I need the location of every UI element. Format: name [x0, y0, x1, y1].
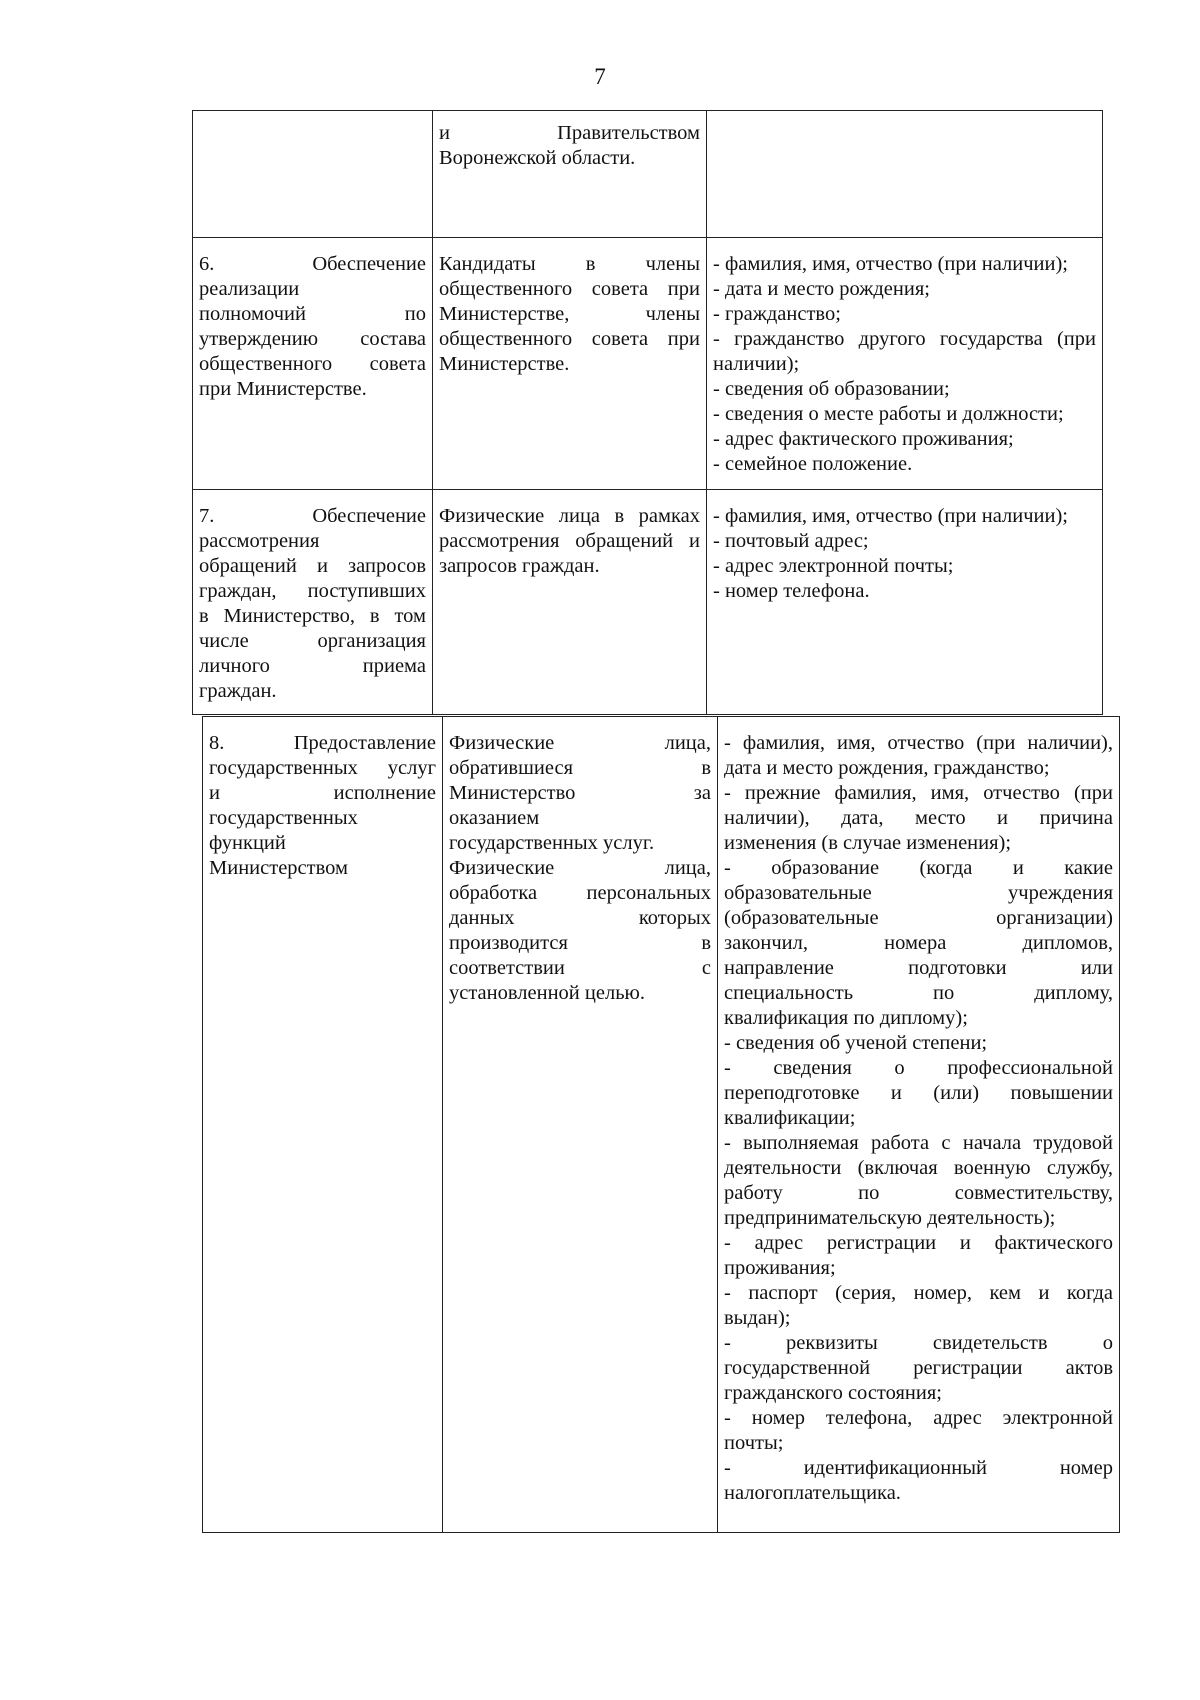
table-row-7 [193, 490, 1103, 715]
cell-line: обращений и запросов [199, 555, 426, 577]
cell-line: дата и место рождения, гражданство; [724, 757, 1050, 779]
cell-line: - выполняемая работа с начала трудовой [724, 1132, 1113, 1154]
cell-line: - адрес электронной почты; [713, 555, 954, 577]
table-row-6 [193, 238, 1103, 490]
cell-line: выдан); [724, 1307, 791, 1329]
cell-line: 7. Обеспечение [199, 505, 426, 527]
cell-purpose [193, 238, 433, 490]
cell-line: запросов граждан. [439, 555, 600, 577]
cell-line: Министерством [209, 857, 348, 879]
cell-line: - паспорт (серия, номер, кем и когда [724, 1282, 1113, 1304]
cell-line: Физические лица, [449, 732, 711, 754]
cell-line: государственных [209, 807, 358, 829]
cell-line: почты; [724, 1432, 784, 1454]
cell-line: 8. Предоставление [209, 732, 436, 754]
cell-line: - адрес фактического проживания; [713, 428, 1014, 450]
cell-line: - адрес регистрации и фактического [724, 1232, 1113, 1254]
cell-purpose [193, 490, 433, 715]
cell-line: реализации [199, 278, 300, 300]
cell-line: Министерстве. [439, 353, 570, 375]
cell-subjects [433, 238, 707, 490]
cell-line: квалификация по диплому); [724, 1007, 968, 1029]
cell-line: Воронежской области. [439, 147, 636, 169]
cell-line: общественного совета при [439, 328, 700, 350]
cell-line: направление подготовки или [724, 957, 1113, 979]
cell-line: специальность по диплому, [724, 982, 1113, 1004]
cell-line: производится в [449, 932, 711, 954]
cell-line: работу по совместительству, [724, 1182, 1113, 1204]
cell-line: соответствии с [449, 957, 711, 979]
cell-line: государственной регистрации актов [724, 1357, 1113, 1379]
page-number: 7 [594, 64, 606, 89]
cell-line: (образовательные организации) [724, 907, 1113, 929]
cell-line: утверждению состава [199, 328, 426, 350]
cell-line: граждан. [199, 680, 277, 702]
cell-line: проживания; [724, 1257, 836, 1279]
cell-line: - номер телефона, адрес электронной [724, 1407, 1113, 1429]
cell-line: обратившиеся в [449, 757, 711, 779]
cell-line: в Министерство, в том [199, 605, 426, 627]
cell-line: - реквизиты свидетельств о [724, 1332, 1113, 1354]
cell-line: - гражданство; [713, 303, 841, 325]
cell-subjects [443, 717, 718, 1533]
cell-line: функций [209, 832, 286, 854]
cell-line: Физические лица, [449, 857, 711, 879]
cell-line: - гражданство другого государства (при [713, 328, 1096, 350]
cell-line: 6. Обеспечение [199, 253, 426, 275]
cell-line: гражданского состояния; [724, 1382, 942, 1404]
data-table-lower [202, 716, 1120, 1533]
cell-line: - почтовый адрес; [713, 530, 869, 552]
cell-data-list [707, 111, 1103, 238]
data-table-upper [192, 110, 1103, 715]
cell-line: - идентификационный номер [724, 1457, 1113, 1479]
cell-purpose [193, 111, 433, 238]
cell-line: граждан, поступивших [199, 580, 426, 602]
table-row-8 [203, 717, 1120, 1533]
cell-line: - дата и место рождения; [713, 278, 930, 300]
cell-line: рассмотрения обращений и [439, 530, 700, 552]
cell-line: личного приема [199, 655, 426, 677]
cell-line: - фамилия, имя, отчество (при наличии); [713, 253, 1068, 275]
cell-line: Физические лица в рамках [439, 505, 700, 527]
cell-data-list [718, 717, 1120, 1533]
table-row-continuation [193, 111, 1103, 238]
cell-subjects [433, 490, 707, 715]
cell-line: и Правительством [439, 122, 700, 144]
cell-line: наличии); [713, 353, 800, 375]
cell-line: Министерство за [449, 782, 711, 804]
cell-line: переподготовке и (или) повышении [724, 1082, 1113, 1104]
cell-line: Министерстве, члены [439, 303, 700, 325]
cell-line: общественного совета при [439, 278, 700, 300]
cell-line: Кандидаты в члены [439, 253, 700, 275]
cell-data-list [707, 238, 1103, 490]
cell-subjects [433, 111, 707, 238]
cell-line: квалификации; [724, 1107, 856, 1129]
cell-line: образовательные учреждения [724, 882, 1113, 904]
cell-line: рассмотрения [199, 530, 320, 552]
cell-line: - фамилия, имя, отчество (при наличии), [724, 732, 1113, 754]
cell-line: при Министерстве. [199, 378, 367, 400]
cell-line: - сведения о месте работы и должности; [713, 403, 1064, 425]
cell-line: установленной целью. [449, 982, 645, 1004]
cell-line: - образование (когда и какие [724, 857, 1113, 879]
cell-line: изменения (в случае изменения); [724, 832, 1012, 854]
cell-line: государственных услуг. [449, 832, 655, 854]
cell-line: - фамилия, имя, отчество (при наличии); [713, 505, 1068, 527]
cell-line: налогоплательщика. [724, 1482, 901, 1504]
cell-line: оказанием [449, 807, 540, 829]
cell-line: общественного совета [199, 353, 426, 375]
cell-line: данных которых [449, 907, 711, 929]
cell-line: государственных услуг [209, 757, 436, 779]
cell-line: наличии), дата, место и причина [724, 807, 1113, 829]
cell-line: и исполнение [209, 782, 436, 804]
cell-line: числе организация [199, 630, 426, 652]
cell-line: предпринимательскую деятельность); [724, 1207, 1056, 1229]
cell-line: полномочий по [199, 303, 426, 325]
cell-line: - сведения об ученой степени; [724, 1032, 988, 1054]
cell-line: деятельности (включая военную службу, [724, 1157, 1113, 1179]
cell-line: - сведения об образовании; [713, 378, 950, 400]
cell-data-list [707, 490, 1103, 715]
cell-line: - сведения о профессиональной [724, 1057, 1113, 1079]
cell-line: - семейное положение. [713, 453, 913, 475]
cell-line: - номер телефона. [713, 580, 870, 602]
cell-purpose [203, 717, 443, 1533]
cell-line: обработка персональных [449, 882, 711, 904]
cell-line: - прежние фамилия, имя, отчество (при [724, 782, 1113, 804]
cell-line: закончил, номера дипломов, [724, 932, 1113, 954]
